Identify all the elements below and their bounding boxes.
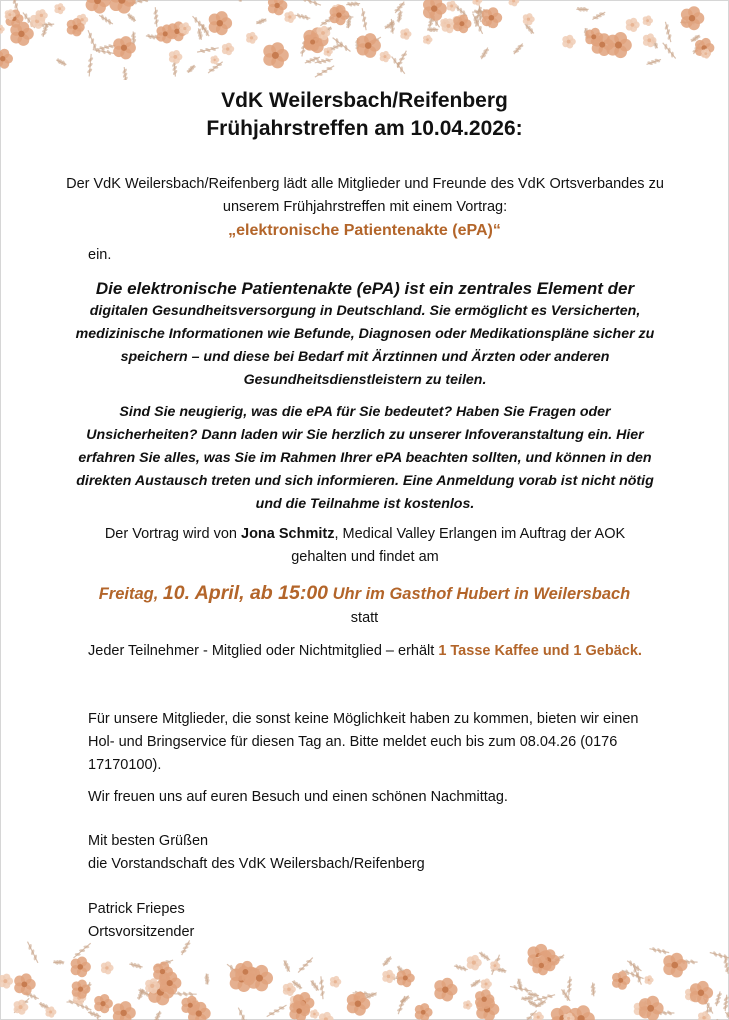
participants-paragraph — [88, 640, 648, 663]
speaker-suffix: , Medical Valley Erlangen im Auftrag der AOK gehalten und findet am — [291, 526, 626, 565]
board-signature: die Vorstandschaft des VdK Weilersbach/Reifenberg — [88, 856, 425, 872]
participants-prefix: Jeder Teilnehmer - Mitglied oder Nichtmitglied – erhält — [88, 643, 439, 659]
event-location: Uhr im Gasthof Hubert in Weilersbach — [328, 585, 631, 603]
questions-paragraph: Sind Sie neugierig, was die ePA für Sie bedeutet? Haben Sie Fragen oder Unsicherheiten? Dann laden wir Sie herzlich zu unserer Infoveranstaltung ein. Hier erfahren Sie alles, was Sie im Rahmen Ihrer ePA beachten sollten, und können in den direkten Austausch treten und sich informieren. Eine Anmeldung vorab ist nicht nötig und die Teilnahme ist kostenlos. — [76, 404, 654, 512]
closing-line: Wir freuen uns auf euren Besuch und einen schönen Nachmittag. — [88, 789, 508, 805]
greeting: Mit besten Grüßen — [88, 833, 209, 849]
speaker-prefix: Der Vortrag wird von — [104, 526, 242, 542]
intro-text: Der VdK Weilersbach/Reifenberg lädt alle Mitglieder und Freunde des VdK Ortsverbandes zu unserem Frühjahrstreffen mit einem Vortrag: — [66, 176, 664, 215]
intro-suffix: ein. — [88, 247, 112, 263]
floral-border-top-icon — [0, 0, 729, 80]
participants-offer: 1 Tasse Kaffee und 1 Gebäck. — [438, 643, 642, 659]
floral-border-bottom-icon — [0, 935, 729, 1020]
event-day: Freitag, — [98, 585, 163, 603]
event-statt: statt — [350, 610, 379, 626]
epa-description — [70, 277, 660, 392]
event-date-line — [0, 579, 729, 608]
service-paragraph: Für unsere Mitglieder, die sonst keine Möglichkeit haben zu kommen, bieten wir einen Hol- und Bringservice für diesen Tag an. Bitte meldet euch bis zum 08.04.26 (0176 17170100). — [88, 711, 639, 773]
speaker-paragraph — [80, 523, 650, 569]
talk-topic: „elektronische Patientenakte (ePA)“ — [228, 222, 501, 239]
event-date: 10. April, ab 15:00 — [162, 582, 329, 604]
speaker-name: Jona Schmitz — [241, 526, 335, 542]
signer-role: Ortsvorsitzender — [88, 924, 195, 940]
epa-lead: Die elektronische Patientenakte (ePA) ist ein zentrales Element der — [95, 279, 635, 298]
title-line-1: VdK Weilersbach/Reifenberg — [221, 89, 508, 112]
title-line-2: Frühjahrstreffen am 10.04.2026: — [206, 117, 523, 140]
signer-name: Patrick Friepes — [88, 901, 185, 917]
epa-body: digitalen Gesundheitsversorgung in Deutschland. Sie ermöglicht es Versicherten, medizinische Informationen wie Befunde, Diagnosen oder Medikationspläne sicher zu speichern – und diese bei Bedarf mit Ärztinnen und Ärzten oder anderen Gesundheitsdienstleistern zu teilen. — [75, 303, 655, 388]
